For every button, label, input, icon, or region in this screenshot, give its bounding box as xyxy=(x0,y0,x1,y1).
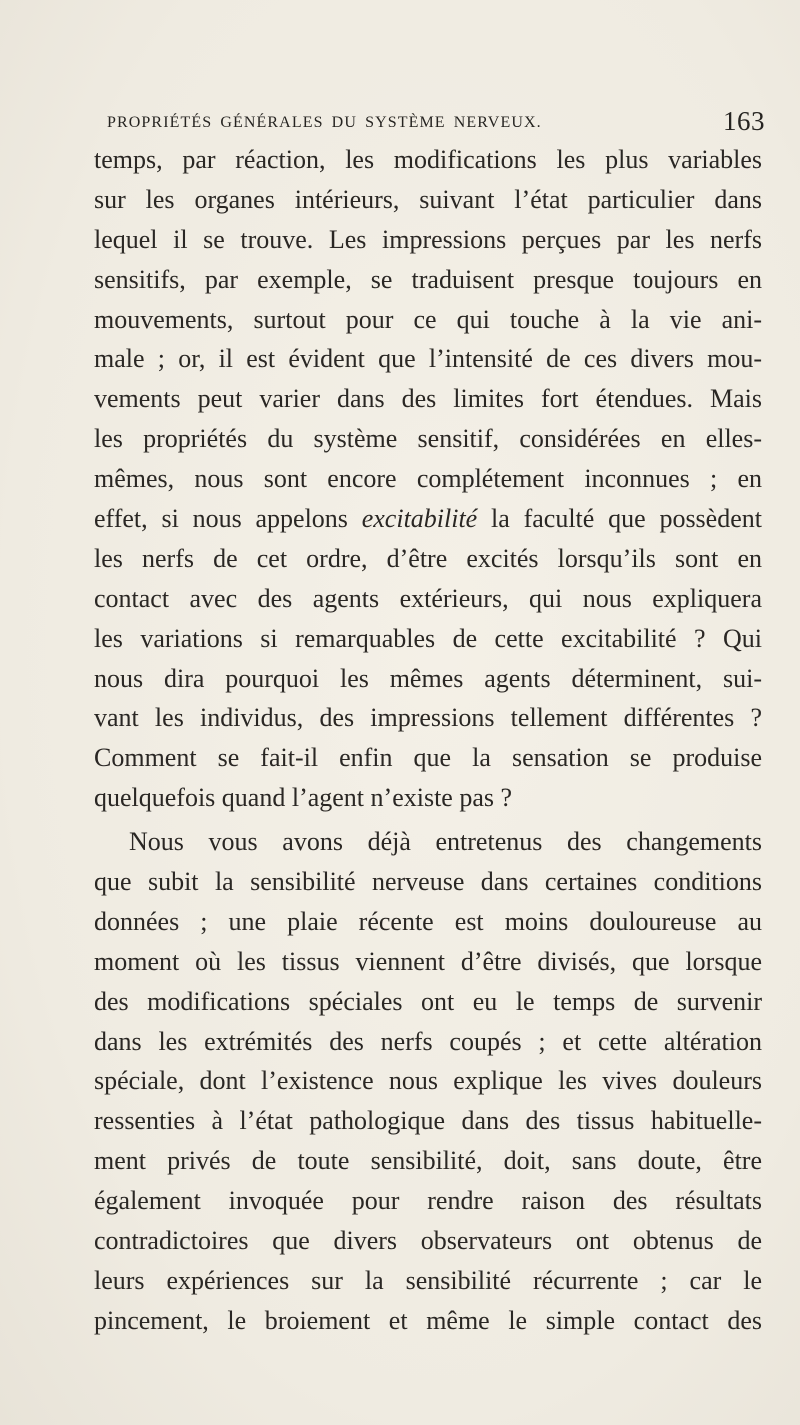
text-line: mêmes, nous sont encore complétement inconnues ; en xyxy=(94,464,762,494)
text-line: également invoquée pour rendre raison des résultats xyxy=(94,1186,762,1216)
text-line: contradictoires que divers observateurs ont obtenus de xyxy=(94,1226,762,1256)
text-line: Comment se fait-il enfin que la sensation se produise xyxy=(94,743,762,773)
text-line: male ; or, il est évident que l’intensité de ces divers mou- xyxy=(94,344,762,374)
text-line: sur les organes intérieurs, suivant l’état particulier dans xyxy=(94,184,762,214)
text-line: moment où les tissus viennent d’être divisés, que lorsque xyxy=(94,946,762,976)
text-line: les nerfs de cet ordre, d’être excités lorsqu’ils sont en xyxy=(94,543,762,573)
text-line: leurs expériences sur la sensibilité récurrente ; car le xyxy=(94,1265,762,1295)
text-line: contact avec des agents extérieurs, qui nous expliquera xyxy=(94,583,762,613)
text-line: spéciale, dont l’existence nous explique les vives douleurs xyxy=(94,1066,762,1096)
text-line: vant les individus, des impressions tellement différentes ? xyxy=(94,703,762,733)
page-number: 163 xyxy=(723,106,765,136)
text-line: que subit la sensibilité nerveuse dans certaines conditions xyxy=(94,867,762,897)
text-segment: effet, si nous appelons xyxy=(94,504,362,534)
text-segment: la faculté que possèdent xyxy=(477,504,762,534)
text-line: ressenties à l’état pathologique dans des tissus habituelle- xyxy=(94,1106,762,1136)
text-line: mouvements, surtout pour ce qui touche à la vie ani- xyxy=(94,304,762,334)
paragraph-1 xyxy=(94,140,762,818)
text-line: sensitifs, par exemple, se traduisent presque toujours en xyxy=(94,264,762,294)
text-line: lequel il se trouve. Les impressions perçues par les nerfs xyxy=(94,224,762,254)
paragraph-2 xyxy=(94,822,762,1341)
text-line: nous dira pourquoi les mêmes agents déterminent, sui- xyxy=(94,663,762,693)
text-line: les propriétés du système sensitif, considérées en elles- xyxy=(94,424,762,454)
text-line: dans les extrémités des nerfs coupés ; et cette altération xyxy=(94,1026,762,1056)
text-line: Nous vous avons déjà entretenus des changements xyxy=(129,827,762,857)
text-line: vements peut varier dans des limites fort étendues. Mais xyxy=(94,384,762,414)
text-line: temps, par réaction, les modifications les plus variables xyxy=(94,145,762,174)
running-head: PROPRIÉTÉS GÉNÉRALES DU SYSTÈME NERVEUX. xyxy=(107,114,542,131)
text-line: quelquefois quand l’agent n’existe pas ? xyxy=(94,783,513,813)
text-line: ment privés de toute sensibilité, doit, sans doute, être xyxy=(94,1146,762,1176)
text-line: des modifications spéciales ont eu le temps de survenir xyxy=(94,986,762,1016)
text-line: les variations si remarquables de cette excitabilité ? Qui xyxy=(94,623,762,653)
text-line: pincement, le broiement et même le simple contact des xyxy=(94,1305,762,1335)
text-line: données ; une plaie récente est moins douloureuse au xyxy=(94,906,762,936)
body-text xyxy=(94,140,762,1341)
italic-term: excitabilité xyxy=(361,504,478,534)
text-line xyxy=(94,499,762,539)
